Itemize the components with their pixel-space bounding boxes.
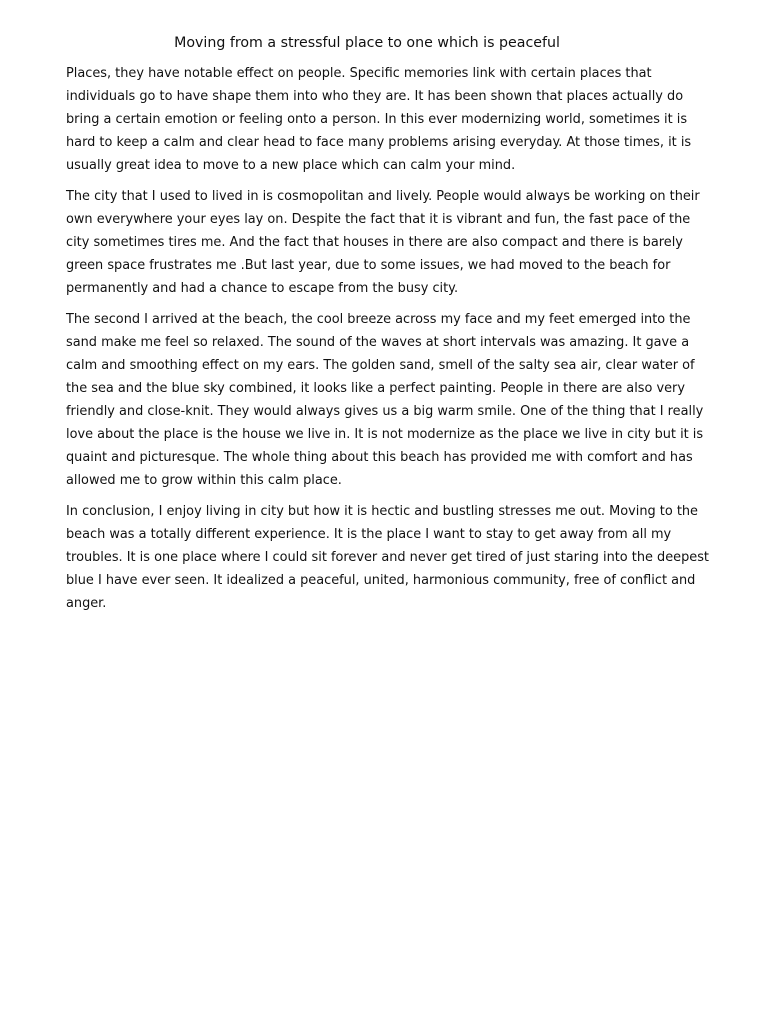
document-body: [66, 62, 712, 623]
paragraph-introduction: Places, they have notable effect on people. Specific memories link with certain places that individuals go to have shape them into who they are. It has been shown that places actually do bring a certain emotion or feeling onto a person. In this ever modernizing world, sometimes it is hard to keep a calm and clear head to face many problems arising everyday. At those times, it is usually great idea to move to a new place which can calm your mind.: [66, 66, 692, 173]
paragraph-beach: The second I arrived at the beach, the cool breeze across my face and my feet emerged into the sand make me feel so relaxed. The sound of the waves at short intervals was amazing. It gave a calm and smoothing effect on my ears. The golden sand, smell of the salty sea air, clear water of the sea and the blue sky combined, it looks like a perfect painting. People in there are also very friendly and close-knit. They would always gives us a big warm smile. One of the thing that I really love about the place is the house we live in. It is not modernize as the place we live in city but it is quaint and picturesque. The whole thing about this beach has provided me with comfort and has allowed me to grow within this calm place.: [66, 312, 704, 488]
paragraph-conclusion: In conclusion, I enjoy living in city but how it is hectic and bustling stresses me out. Moving to the beach was a totally different experience. It is the place I want to stay to get away from all my troubles. It is one place where I could sit forever and never get tired of just staring into the deepest blue I have ever seen. It idealized a peaceful, united, harmonious community, free of conflict and anger.: [66, 504, 709, 611]
document-title: Moving from a stressful place to one which is peaceful: [174, 35, 560, 51]
paragraph-city: The city that I used to lived in is cosmopolitan and lively. People would always be working on their own everywhere your eyes lay on. Despite the fact that it is vibrant and fun, the fast pace of the city sometimes tires me. And the fact that houses in there are also compact and there is barely green space frustrates me .But last year, due to some issues, we had moved to the beach for permanently and had a chance to escape from the busy city.: [66, 189, 700, 296]
